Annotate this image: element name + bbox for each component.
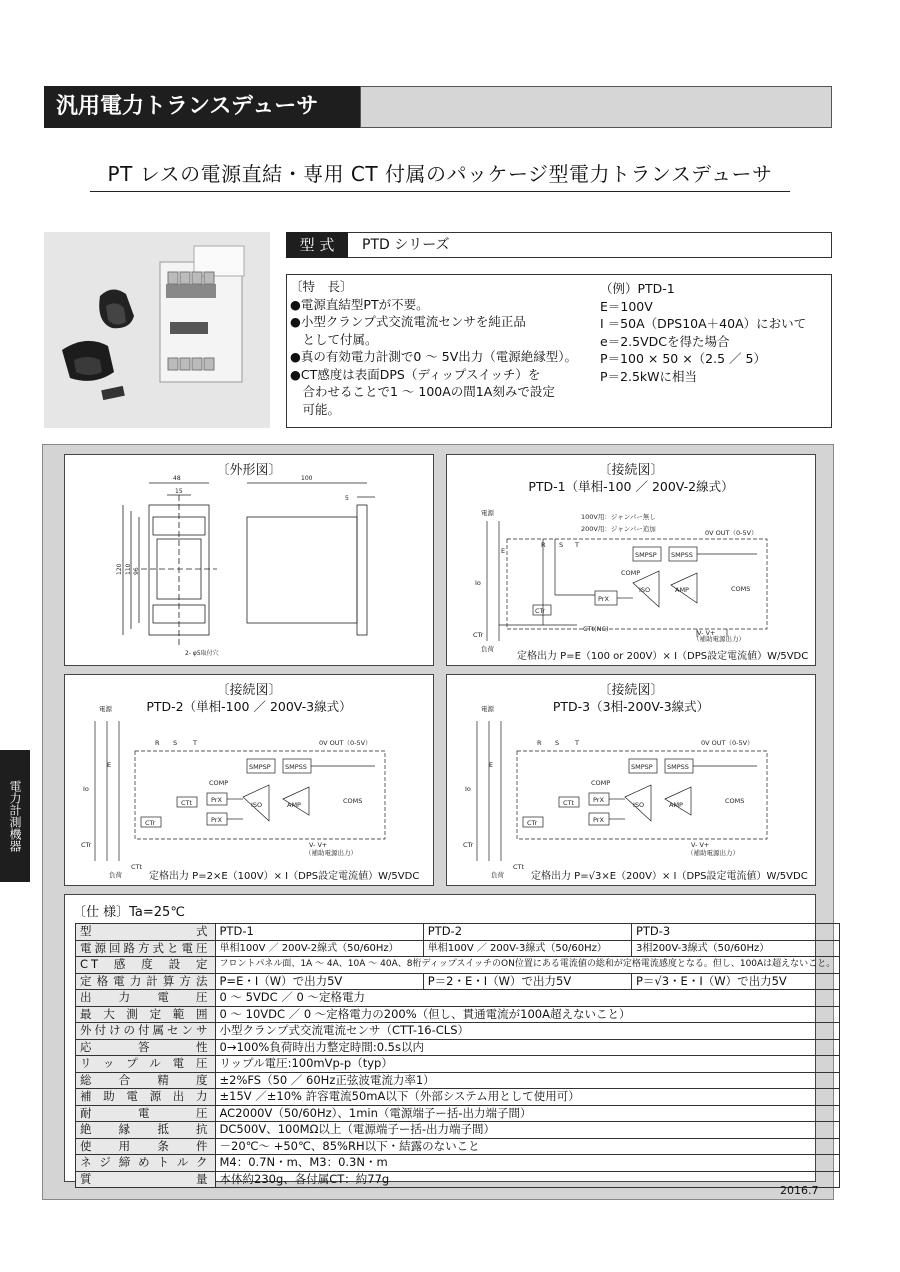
spec-title: 〔仕 様〕Ta=25℃: [73, 905, 185, 920]
diagram-label: CTr: [463, 841, 474, 849]
feature-line: ●真の有効電力計測で0 ～ 5V出力（電源絶縁型）。: [290, 349, 578, 364]
block-label: PrX: [211, 796, 222, 804]
diagram-label: （補助電源出力）: [305, 849, 357, 857]
diagram-label: 電源: [481, 509, 494, 517]
page-title: 汎用電力トランスデューサ: [44, 86, 360, 128]
feature-line: 可能。: [290, 401, 341, 417]
spec-row: [76, 1155, 840, 1172]
dim-label: 5: [345, 495, 349, 502]
feature-line: 合わせることで1 ～ 100Aの間1A刻みで設定: [290, 384, 555, 399]
diagram-label: Io: [475, 579, 481, 587]
product-photo: [44, 232, 270, 428]
spec-cell: P＝√3・E・I（W）で出力5V: [631, 973, 839, 990]
diagram-label: R: [155, 739, 160, 747]
dim-label: 15: [175, 488, 183, 495]
diagram-label: 0V OUT（0-5V）: [701, 739, 754, 747]
spec-row-header: 最大測定範囲: [76, 1006, 216, 1023]
spec-cell: P＝2・E・I（W）で出力5V: [423, 973, 631, 990]
spec-cell: ±2%FS（50 ／ 60Hz正弦波電流力率1）: [215, 1072, 840, 1089]
block-label: SMPSS: [667, 763, 689, 771]
spec-row: [76, 1006, 840, 1023]
block-label: COMP: [621, 569, 641, 577]
diagram-label: V- V+: [691, 841, 710, 849]
spec-cell: AC2000V（50/60Hz）、1min（電源端子ー括-出力端子間）: [215, 1105, 840, 1122]
block-label: ISO: [639, 586, 651, 594]
spec-row: [76, 1122, 840, 1139]
spec-cell: P=E・I（W）で出力5V: [215, 973, 423, 990]
spec-row-header: 電源回路方式と電圧: [76, 940, 216, 957]
conn3-formula: 定格出力 P=√3×E（200V）× I（DPS設定電流値）W/5VDC: [531, 871, 808, 882]
block-label: AMP: [287, 801, 301, 809]
diagram-label: V- V+: [309, 841, 328, 849]
block-label: CTt: [563, 799, 575, 807]
spec-cell: 0 ～ 10VDC ／ 0 ～定格電力の200%（但し、貫通電流が100A超えないこと）: [215, 1006, 840, 1023]
spec-cell: リップル電圧:100mVp-p（typ）: [215, 1056, 840, 1073]
conn1-subtitle: PTD-1（単相-100 ／ 200V-2線式）: [528, 479, 734, 494]
spec-cell: 単相100V ／ 200V-2線式（50/60Hz）: [215, 940, 423, 957]
product-illustration: [44, 232, 270, 428]
diagram-label: 0V OUT（0-5V）: [319, 739, 372, 747]
example-line: P＝2.5kWに相当: [600, 368, 698, 384]
spec-row-header: 補助電源出力: [76, 1089, 216, 1106]
spec-cell: 小型クランプ式交流電流センサ（CTT-16-CLS）: [215, 1023, 840, 1040]
features-heading: 〔特 長〕: [290, 279, 353, 294]
outline-card: [64, 454, 434, 666]
spec-row: [76, 1056, 840, 1073]
diagram-label: 負荷: [481, 645, 494, 653]
dim-label: 48: [173, 475, 181, 482]
spec-row-header: 絶縁抵抗: [76, 1122, 216, 1139]
block-label: COMS: [725, 797, 745, 805]
spec-row-header: 総合精度: [76, 1072, 216, 1089]
spec-row: [76, 957, 840, 974]
connection-diagram-ptd1: [446, 454, 816, 666]
spec-row-header: 定格電力計算方法: [76, 973, 216, 990]
block-label: PrX: [211, 816, 222, 824]
spec-cell: 0 ～ 5VDC ／ 0 ～定格電力: [215, 990, 840, 1007]
feature-line: として付属。: [290, 331, 378, 347]
mount-hole-note: 2- φ5取付穴: [185, 650, 219, 657]
dim-label: 120: [116, 563, 123, 575]
example-line: P＝100 × 50 ×（2.5 ／ 5）: [600, 351, 766, 366]
diagram-label: Io: [465, 785, 471, 793]
spec-row-header: 外付けの付属センサ: [76, 1023, 216, 1040]
spec-card: [64, 894, 836, 1186]
diagram-label: CTt(NC): [583, 625, 609, 633]
diagram-label: S: [173, 739, 178, 747]
spec-row: [76, 1072, 840, 1089]
diagram-label: 電源: [481, 705, 494, 713]
conn1-title: 〔接続図〕: [598, 463, 664, 478]
conn2-subtitle: PTD-2（単相-100 ／ 200V-3線式）: [146, 699, 352, 714]
spec-table: [75, 923, 840, 1188]
spec-cell: 単相100V ／ 200V-3線式（50/60Hz）: [423, 940, 631, 957]
spec-cell: 0→100%負荷時出力整定時間:0.5s以内: [215, 1039, 840, 1056]
block-label: CTr: [145, 819, 156, 827]
spec-cell: フロントパネル面、1A ～ 4A、10A ～ 40A、8桁ディップスイッチのON位置にある電流値の総和が定格電流感度となる。但し、100Aは超えないこと。: [215, 957, 840, 974]
dim-label: 100: [301, 475, 313, 482]
block-label: SMPSS: [671, 551, 693, 559]
diagram-label: （補助電源出力）: [687, 849, 739, 857]
spec-row: [76, 1138, 840, 1155]
diagram-label: （補助電源出力）: [693, 635, 745, 643]
conn2-schematic: [65, 675, 433, 885]
block-label: SMPSP: [631, 763, 653, 771]
spec-cell: －20℃～ +50℃、85%RH以下・結露のないこと: [215, 1138, 840, 1155]
diagram-label: S: [559, 541, 564, 549]
model-value: PTD シリーズ: [362, 237, 450, 253]
block-label: CTt: [181, 799, 193, 807]
spec-row: [76, 940, 840, 957]
example-line: e＝2.5VDCを得た場合: [600, 333, 730, 349]
feature-line: ●小型クランプ式交流電流センサを純正品: [290, 314, 526, 329]
diagram-label: CTt: [131, 863, 143, 871]
spec-row: [76, 1105, 840, 1122]
conn3-schematic: [447, 675, 815, 885]
block-label: PrX: [593, 796, 604, 804]
block-label: PrX: [598, 595, 609, 603]
spec-row: [76, 990, 840, 1007]
spec-cell: 本体約230g、各付属CT：約77g: [215, 1171, 840, 1188]
diagram-label: CTr: [81, 841, 92, 849]
diagram-label: CTt: [513, 863, 525, 871]
spec-cell: ±15V ／±10% 許容電流50mA以下（外部システム用として使用可）: [215, 1089, 840, 1106]
spec-row-header: 出力電圧: [76, 990, 216, 1007]
example-line: E＝100V: [600, 298, 653, 314]
outline-title: 〔外形図〕: [216, 463, 282, 478]
diagram-label: S: [555, 739, 560, 747]
block-label: COMP: [209, 779, 229, 787]
block-label: SMPSP: [635, 551, 657, 559]
example-line: （例）PTD-1: [600, 281, 675, 296]
spec-row: [76, 924, 840, 941]
dim-label: 110: [125, 563, 132, 575]
diagram-label: 電源: [99, 705, 112, 713]
diagram-label: E: [107, 761, 112, 769]
diagram-label: T: [193, 739, 197, 747]
spec-cell: 3相200V-3線式（50/60Hz）: [631, 940, 839, 957]
block-label: COMS: [731, 585, 751, 593]
conn2-formula: 定格出力 P=2×E（100V）× I（DPS設定電流値）W/5VDC: [149, 871, 420, 882]
spec-cell: PTD-2: [423, 924, 631, 941]
conn2-title: 〔接続図〕: [216, 683, 282, 698]
block-label: CTr: [527, 819, 538, 827]
diagram-label: T: [575, 541, 579, 549]
connection-diagram-ptd3: [446, 674, 816, 886]
spec-row-header: 型式: [76, 924, 216, 941]
spec-row-header: 質量: [76, 1171, 216, 1188]
header-bar: [360, 86, 832, 128]
diagram-label: R: [537, 739, 542, 747]
feature-line: ●電源直結型PTが不要。: [290, 296, 429, 312]
diagram-label: V- V+: [697, 629, 716, 637]
spec-row-header: 使用条件: [76, 1138, 216, 1155]
block-label: COMP: [591, 779, 611, 787]
jumper-note: 200V用：ジャンパー追加: [581, 525, 656, 533]
spec-row-header: 耐電圧: [76, 1105, 216, 1122]
block-label: ISO: [633, 801, 645, 809]
spec-row-header: CT感度設定: [76, 957, 216, 974]
conn3-subtitle: PTD-3（3相-200V-3線式）: [552, 699, 710, 714]
example-line: I ＝50A（DPS10A＋40A）において: [600, 316, 807, 331]
side-tab: 電力計測機器: [0, 750, 30, 882]
features-list: [290, 278, 590, 418]
block-label: SMPSP: [249, 763, 271, 771]
diagram-label: CTr: [473, 631, 484, 639]
conn3-title: 〔接続図〕: [598, 683, 664, 698]
block-label: SMPSS: [285, 763, 307, 771]
spec-row-header: 応答性: [76, 1039, 216, 1056]
date-label: 2016.7: [780, 1184, 819, 1197]
diagram-label: 負荷: [109, 871, 122, 879]
spec-row: [76, 1039, 840, 1056]
spec-cell: M4：0.7N・m、M3：0.3N・m: [215, 1155, 840, 1172]
diagram-label: T: [575, 739, 579, 747]
diagram-label: E: [489, 761, 494, 769]
model-label: 型 式: [286, 232, 348, 258]
block-label: CTr: [535, 607, 546, 615]
spec-row: [76, 1089, 840, 1106]
spec-row: [76, 1171, 840, 1188]
spec-row: [76, 973, 840, 990]
conn1-schematic: [447, 455, 815, 665]
spec-row-header: リップル電圧: [76, 1056, 216, 1073]
spec-cell: DC500V、100MΩ以上（電源端子ー括-出力端子間）: [215, 1122, 840, 1139]
spec-cell: PTD-3: [631, 924, 839, 941]
connection-diagram-ptd2: [64, 674, 434, 886]
page-subtitle: PT レスの電源直結・専用 CT 付属のパッケージ型電力トランスデューサ: [90, 158, 790, 192]
spec-row: [76, 1023, 840, 1040]
jumper-note: 100V用：ジャンパー無し: [581, 513, 656, 521]
outline-drawing: [65, 455, 433, 665]
dim-label: 96: [133, 567, 140, 575]
block-label: PrX: [593, 816, 604, 824]
spec-cell: PTD-1: [215, 924, 423, 941]
block-label: COMS: [343, 797, 363, 805]
block-label: AMP: [669, 801, 683, 809]
spec-row-header: ネジ締めトルク: [76, 1155, 216, 1172]
diagram-label: R: [541, 541, 546, 549]
block-label: AMP: [675, 586, 689, 594]
diagram-label: 0V OUT（0-5V）: [705, 529, 758, 537]
block-label: ISO: [251, 801, 263, 809]
feature-line: ●CT感度は表面DPS（ディップスイッチ）を: [290, 366, 541, 382]
example-block: [600, 280, 826, 385]
diagram-label: 負荷: [491, 871, 504, 879]
conn1-formula: 定格出力 P=E（100 or 200V）× I（DPS設定電流値）W/5VDC: [517, 651, 809, 662]
diagram-label: Io: [83, 785, 89, 793]
diagram-label: E: [501, 547, 506, 555]
